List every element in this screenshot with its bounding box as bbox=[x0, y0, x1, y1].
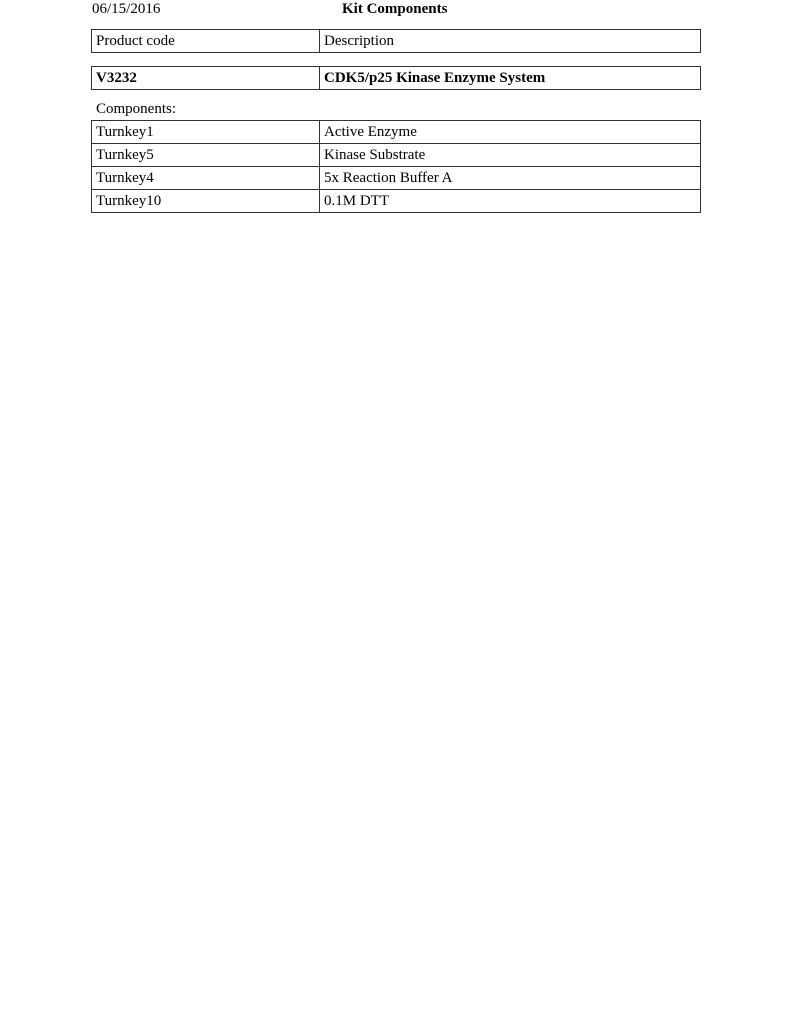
component-code: Turnkey1 bbox=[92, 121, 320, 144]
product-code-header: Product code bbox=[92, 30, 320, 53]
product-code: V3232 bbox=[92, 67, 320, 90]
component-description: Active Enzyme bbox=[320, 121, 701, 144]
column-header-row bbox=[92, 30, 701, 53]
component-code: Turnkey4 bbox=[92, 167, 320, 190]
product-table bbox=[91, 66, 701, 90]
component-description: Kinase Substrate bbox=[320, 144, 701, 167]
component-code: Turnkey10 bbox=[92, 190, 320, 213]
components-label: Components: bbox=[96, 101, 177, 117]
table-row bbox=[92, 167, 701, 190]
product-description: CDK5/p25 Kinase Enzyme System bbox=[320, 67, 701, 90]
page-title: Kit Components bbox=[342, 1, 448, 17]
components-table bbox=[91, 120, 701, 213]
component-description: 0.1M DTT bbox=[320, 190, 701, 213]
description-header: Description bbox=[320, 30, 701, 53]
table-row bbox=[92, 190, 701, 213]
table-row bbox=[92, 121, 701, 144]
product-row bbox=[92, 67, 701, 90]
component-code: Turnkey5 bbox=[92, 144, 320, 167]
report-date: 06/15/2016 bbox=[92, 1, 161, 17]
table-row bbox=[92, 144, 701, 167]
column-header-table bbox=[91, 29, 701, 53]
component-description: 5x Reaction Buffer A bbox=[320, 167, 701, 190]
